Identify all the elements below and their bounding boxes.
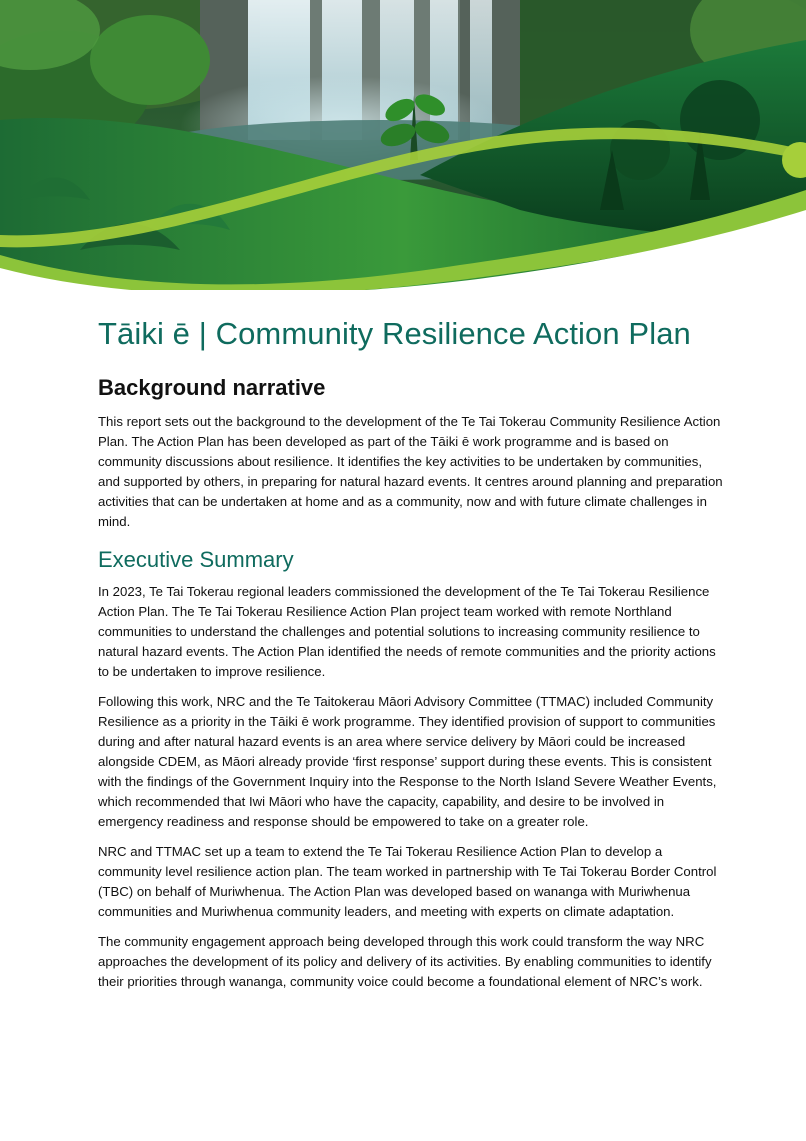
- executive-summary-paragraph-4: The community engagement approach being developed through this work could transform the way NRC approaches the development of its policy and delivery of its activities. By enabling communities to identify their priorities through wananga, community voice could become a foundational element of NRC’s work.: [98, 934, 712, 989]
- executive-summary-heading: Executive Summary: [98, 547, 294, 572]
- executive-summary-paragraph-1: In 2023, Te Tai Tokerau regional leaders commissioned the development of the Te Tai Tokerau Resilience Action Plan. The Te Tai Tokerau Resilience Action Plan project team worked with remote Northland communities to understand the challenges and potential solutions to increasing community resilience to natural hazard events. The Action Plan identified the needs of remote communities and the priority actions to be undertaken to improve resilience.: [98, 584, 716, 679]
- header-banner: [0, 0, 806, 290]
- document-body: [98, 312, 724, 1002]
- document-title: Tāiki ē | Community Resilience Action Plan: [98, 316, 691, 351]
- executive-summary-paragraph-2: Following this work, NRC and the Te Taitokerau Māori Advisory Committee (TTMAC) included Community Resilience as a priority in the Tāiki ē work programme. They identified provision of support to communities during and after natural hazard events is an area where service delivery by Māori could be increased alongside CDEM, as Māori already provide ‘first response’ support during these events. This is consistent with the findings of the Government Inquiry into the Response to the North Island Severe Weather Events, which recommended that Iwi Māori who have the capacity, capability, and desire to be involved in emergency readiness and response should be empowered to take on a greater role.: [98, 694, 717, 829]
- rainforest-waterfall-banner: [0, 0, 806, 290]
- background-heading: Background narrative: [98, 375, 326, 400]
- executive-summary-paragraph-3: NRC and TTMAC set up a team to extend the Te Tai Tokerau Resilience Action Plan to develop a community level resilience action plan. The team worked in partnership with Te Tai Tokerau Border Control (TBC) on behalf of Muriwhenua. The Action Plan was developed based on wananga with Muriwhenua communities and Muriwhenua community leaders, and meeting with experts on climate adaptation.: [98, 844, 717, 919]
- background-paragraph: This report sets out the background to the development of the Te Tai Tokerau Community Resilience Action Plan. The Action Plan has been developed as part of the Tāiki ē work programme and is based on community discussions about resilience. It identifies the key activities to be undertaken by communities, and supported by others, in preparing for natural hazard events. It centres around planning and preparation activities that can be undertaken at home and as a community, now and with future climate challenges in mind.: [98, 414, 723, 529]
